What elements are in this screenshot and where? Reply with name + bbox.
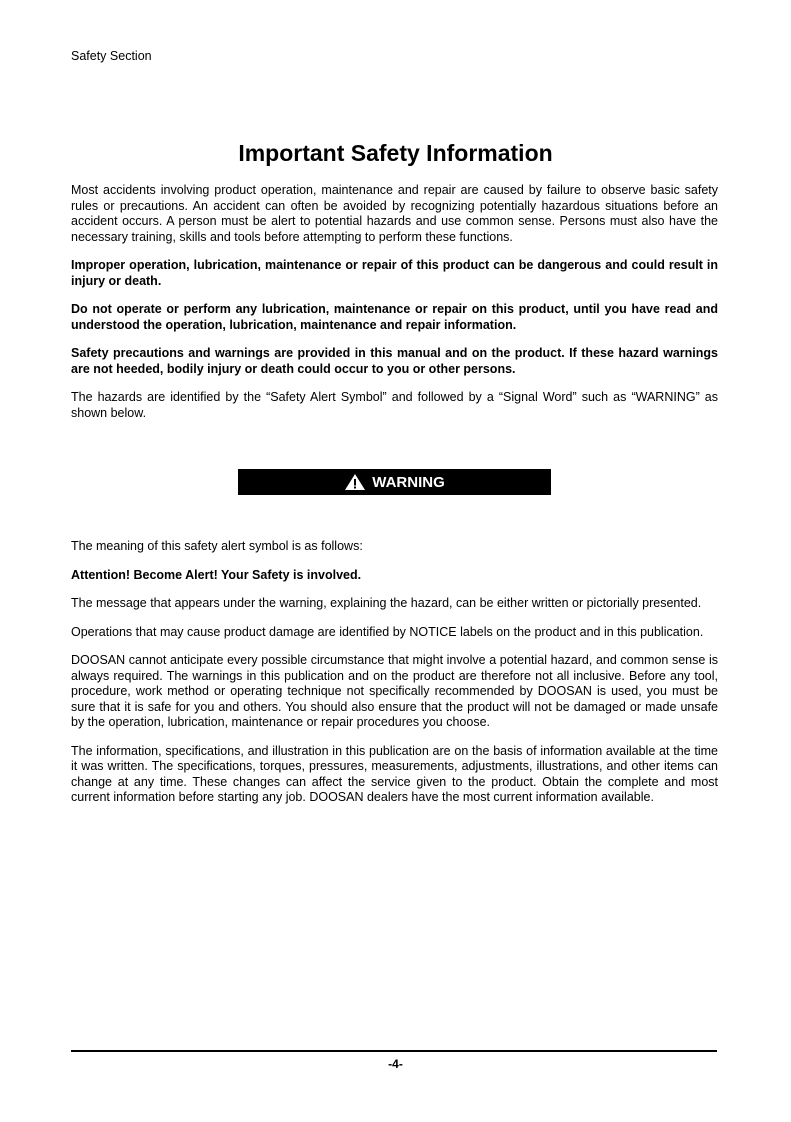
hazards-identified-paragraph: The hazards are identified by the “Safety Alert Symbol” and followed by a “Signal Word” such as “WARNING” as shown below. <box>71 390 718 420</box>
message-paragraph: The message that appears under the warning, explaining the hazard, can be either written or pictorially presented. <box>71 596 702 610</box>
improper-operation-paragraph: Improper operation, lubrication, maintenance or repair of this product can be dangerous and could result in injury or death. <box>71 258 718 288</box>
information-paragraph: The information, specifications, and illustration in this publication are on the basis of information available at the time it was written. The specifications, torques, pressures, measurements, adjustments, illustrations, and other items can change at any time. These changes can affect the service given to the product. Obtain the complete and most current information before starting any job. DOOSAN dealers have the most current information available. <box>71 743 718 804</box>
meaning-paragraph: The meaning of this safety alert symbol is as follows: <box>71 539 363 553</box>
precautions-paragraph: Safety precautions and warnings are provided in this manual and on the product. If these hazard warnings are not heeded, bodily injury or death could occur to you or other persons. <box>71 346 718 376</box>
warning-triangle-icon <box>344 473 366 491</box>
do-not-operate-paragraph: Do not operate or perform any lubrication, maintenance or repair on this product, until you have read and understood the operation, lubrication, maintenance and repair information. <box>71 302 718 332</box>
intro-paragraph: Most accidents involving product operation, maintenance and repair are caused by failure to observe basic safety rules or precautions. An accident can often be avoided by recognizing potentially hazardous situations before an accident occurs. A person must be alert to potential hazards and use common sense. Persons must also have the necessary training, skills and tools before attempting to perform these functions. <box>71 183 718 244</box>
page-number: -4- <box>388 1057 403 1071</box>
section-header: Safety Section <box>71 49 152 63</box>
page-title: Important Safety Information <box>238 140 553 166</box>
document-body <box>71 183 718 806</box>
operations-paragraph: Operations that may cause product damage are identified by NOTICE labels on the product and in this publication. <box>71 624 704 639</box>
doosan-cannot-paragraph: DOOSAN cannot anticipate every possible circumstance that might involve a potential hazard, and common sense is always required. The warnings in this publication and on the product are therefore not all inclusive. Before any tool, procedure, work method or operating technique not specifically recommended by DOOSAN is used, you must be sure that it is safe for you and others. You should also ensure that the product will not be damaged or made unsafe by the operation, lubrication, maintenance or repair procedures you choose. <box>71 653 718 729</box>
warning-section <box>71 421 718 539</box>
attention-paragraph: Attention! Become Alert! Your Safety is involved. <box>71 567 362 582</box>
warning-banner <box>238 469 551 495</box>
warning-label: WARNING <box>372 473 445 491</box>
footer-divider <box>71 1050 717 1052</box>
